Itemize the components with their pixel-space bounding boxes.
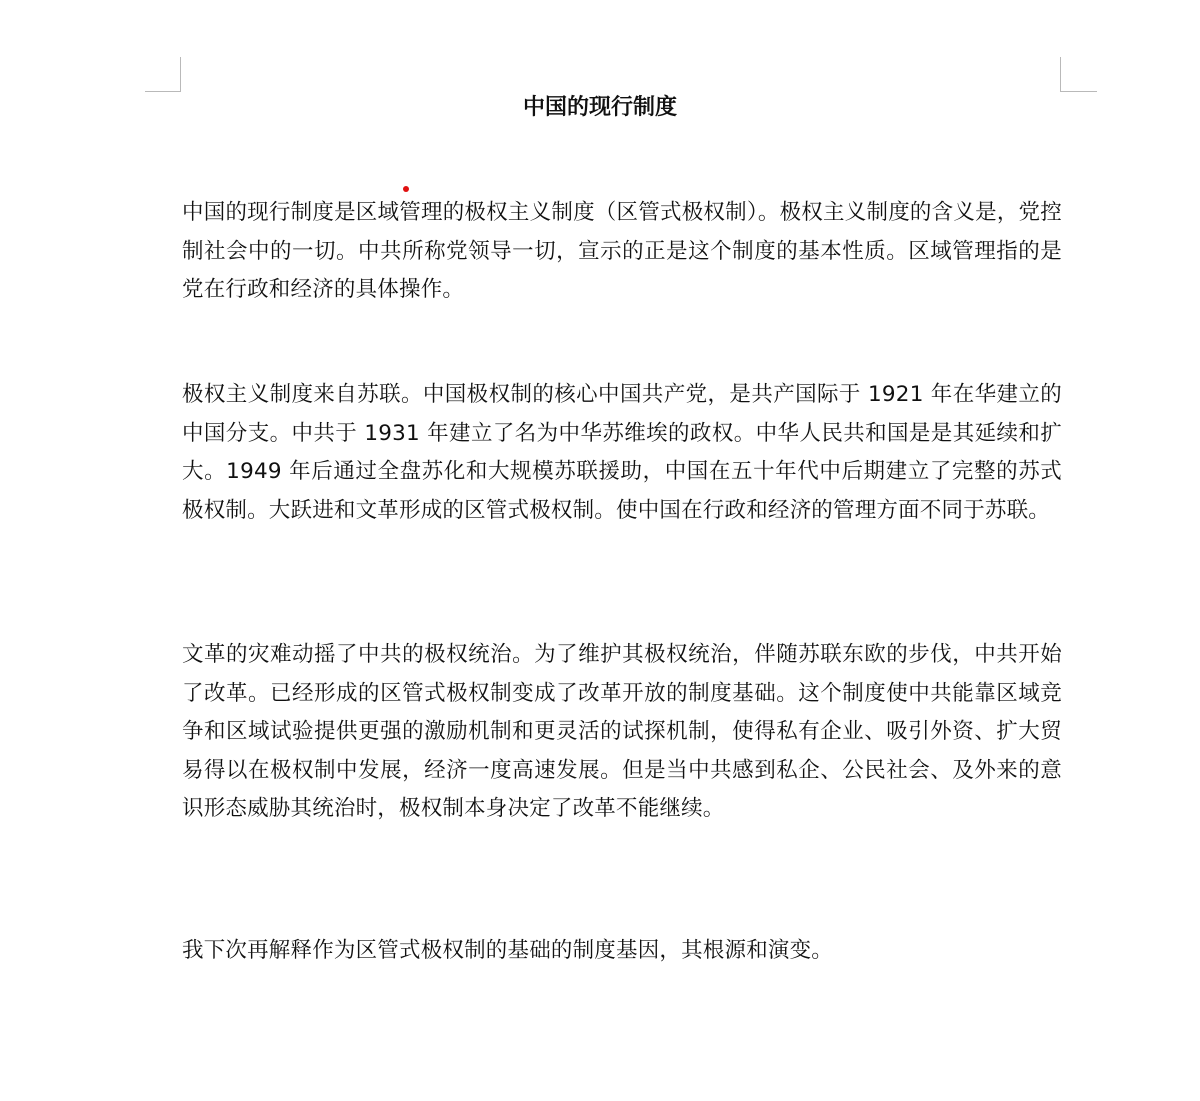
- paragraph-1[interactable]: 中国的现行制度是区域管理的极权主义制度（区管式极权制）。极权主义制度的含义是，党控制社会中的一切。中共所称党领导一切，宣示的正是这个制度的基本性质。区域管理指的是党在行政和经济的具体操作。: [182, 200, 1062, 302]
- red-marker-dot: [403, 186, 409, 192]
- top-left-margin-mark: [145, 57, 181, 92]
- paragraph-3[interactable]: 文革的灾难动摇了中共的极权统治。为了维护其极权统治，伴随苏联东欧的步伐，中共开始了改革。已经形成的区管式极权制变成了改革开放的制度基础。这个制度使中共能靠区域竞争和区域试验提供更强的激励机制和更灵活的试探机制，使得私有企业、吸引外资、扩大贸易得以在极权制中发展，经济一度高速发展。但是当中共感到私企、公民社会、及外来的意识形态威胁其统治时，极权制本身决定了改革不能继续。: [182, 642, 1062, 821]
- paragraph-2[interactable]: 极权主义制度来自苏联。中国极权制的核心中国共产党，是共产国际于 1921 年在华建立的中国分支。中共于 1931 年建立了名为中华苏维埃的政权。中华人民共和国是是其延续和扩大。1949 年后通过全盘苏化和大规模苏联援助，中国在五十年代中后期建立了完整的苏式极权制。大跃进和文革形成的区管式极权制。使中国在行政和经济的管理方面不同于苏联。: [182, 382, 1062, 523]
- paragraph-4[interactable]: 我下次再解释作为区管式极权制的基础的制度基因，其根源和演变。: [182, 938, 834, 963]
- document-title: 中国的现行制度: [522, 95, 677, 120]
- top-right-margin-mark: [1060, 57, 1097, 92]
